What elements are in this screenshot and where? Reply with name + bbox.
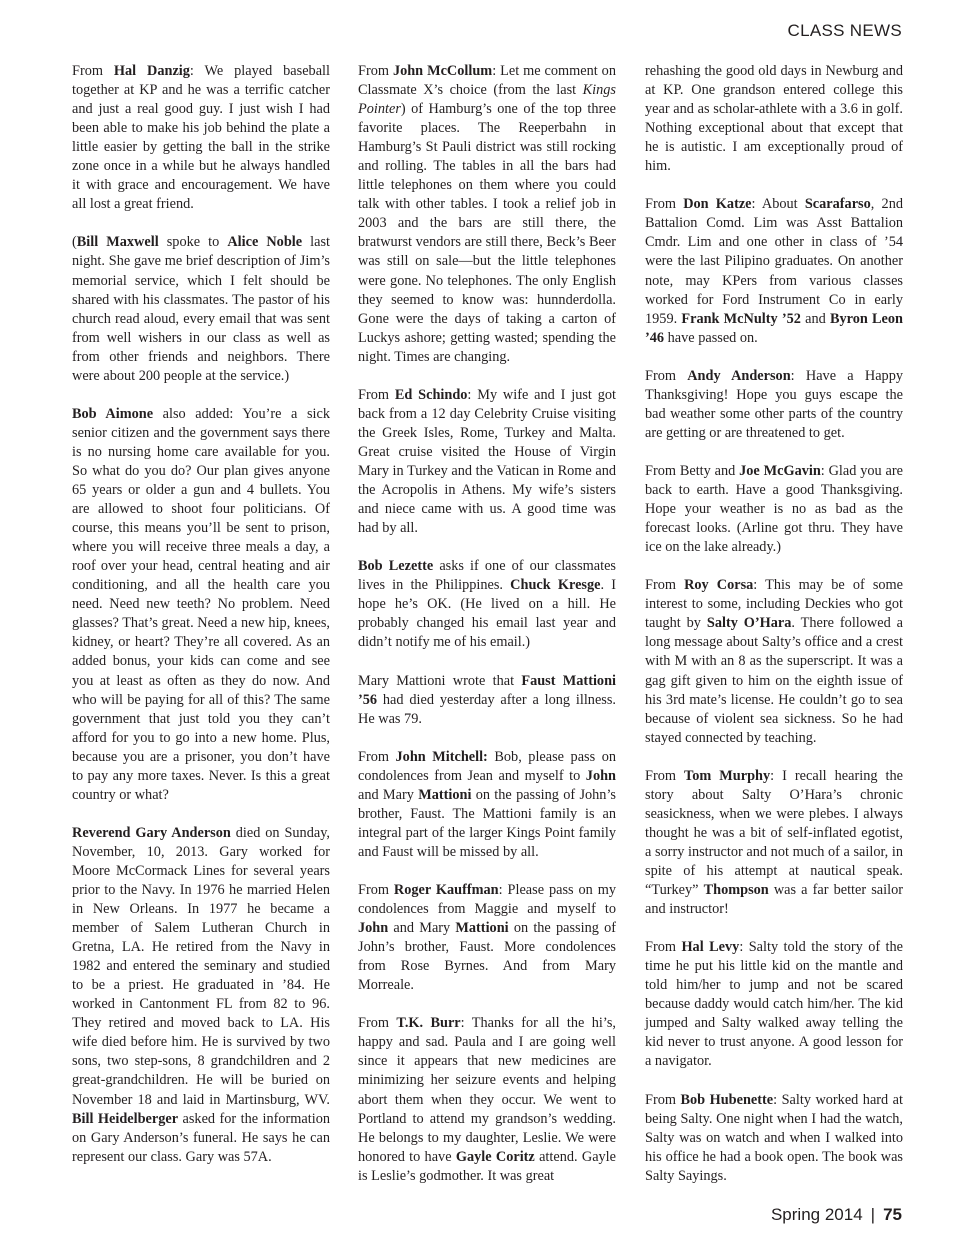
paragraph-text: had died yesterday after a long illness. He was 79. — [358, 691, 616, 727]
name-highlight: Hal Danzig — [113, 63, 190, 79]
issue-label: Spring 2014 — [770, 1205, 863, 1224]
paragraph-text: died on Sunday, November, 10, 2013. Gary worked for Moore McCormack Lines for several years prior to the Navy. In 1976 he married Helen in New Orleans. In 1977 he became a member of Salem Lutheran Church in Gretna, LA. He retired from the Navy in 1982 and entered the seminary and studied to be a priest. He graduated in ’84. He worked in Cantonment FL from 82 to 96. They retired and moved back to LA. His wife died before him. He is survived by two sons, two step-sons, 8 grandchildren and 2 great-grandchildren. He will be buried on November 18 and laid in Martinsburg, WV. — [72, 824, 330, 1108]
name-highlight: John Mitchell: — [395, 748, 488, 765]
name-highlight: Gayle Coritz — [455, 1148, 535, 1165]
paragraph-text: From — [645, 939, 682, 956]
section-label: CLASS NEWS — [787, 21, 902, 40]
paragraph-text: : Thanks for all the hi’s, happy and sad. Paula and I are going well since it appears that new medicines are minimizing her seizure events and helping abort them when they occur. We went to Portland to attend my grandson’s wedding. He belongs to my daughter, Leslie. We were honored to have — [358, 1015, 616, 1165]
paragraph-text: From — [358, 1015, 397, 1032]
paragraph-text: From — [72, 63, 114, 79]
news-paragraph — [645, 195, 903, 347]
news-paragraph — [358, 557, 616, 652]
paragraph-text: and Mary — [388, 920, 456, 937]
italic-title: Kings Pointer — [358, 82, 616, 118]
name-highlight: Roy Corsa — [684, 577, 754, 594]
paragraph-text: on the passing of John’s brother, Faust. The Mattioni family is an integral part of the larger Kings Point family and Faust will be missed by all. — [358, 786, 616, 860]
name-highlight: Joe McGavin — [739, 462, 821, 479]
name-highlight: Alice Noble — [227, 234, 303, 251]
name-highlight: Salty O’Hara — [706, 615, 792, 632]
paragraph-text: ( — [72, 234, 77, 251]
name-highlight: Hal Levy — [681, 939, 740, 956]
news-paragraph — [645, 367, 903, 443]
news-paragraph — [645, 62, 903, 176]
paragraph-text: : About — [751, 196, 805, 213]
news-paragraph — [645, 462, 903, 557]
paragraph-text: and Mary — [358, 786, 419, 803]
page-number: 75 — [883, 1205, 902, 1224]
name-highlight: Byron Leon ’46 — [645, 310, 903, 346]
footer-separator: | — [870, 1205, 876, 1224]
name-highlight: Bill Heidelberger — [72, 1110, 179, 1127]
name-highlight: Bill Maxwell — [76, 234, 159, 251]
name-highlight: Bob Lezette — [358, 558, 434, 575]
paragraph-text: : Please pass on my condolences from Maggie and myself to — [358, 882, 616, 918]
name-highlight: Don Katze — [683, 196, 752, 213]
paragraph-text: ) of Hamburg’s one of the top three favorite places. The Reeperbahn in Hamburg’s St Pauli district was still rocking and rolling. The tables in all the bars had little telephones on them where you could talk with other tables. I took a relief job in 2003 and the bars are still there, the bratwurst vendors are still there, Beck’s Beer was still on sale—but the little telephones were gone. No telephones. The only English they seemed to know was: hunnderdolla. Gone were the days of taking a carton of Luckys ashore; getting wasted; spending the night. Times are changing. — [358, 101, 616, 365]
paragraph-text: From — [358, 386, 395, 403]
name-highlight: Faust Mattioni ’56 — [358, 672, 616, 708]
paragraph-text: Mary Mattioni wrote that — [358, 672, 522, 689]
paragraph-text: : Salty told the story of the time he put his little kid on the mantle and told him/her to jump and not be scared because daddy would catch him/her. The kid jumped and Salty walked away telling the kid never to trust anyone. A good lesson for a navigator. — [645, 939, 904, 1070]
paragraph-text: From — [358, 63, 393, 79]
name-highlight: Roger Kauffman — [393, 882, 499, 899]
name-highlight: Bob Aimone — [72, 405, 154, 422]
name-highlight: John McCollum — [392, 63, 493, 79]
paragraph-text: From — [645, 367, 688, 384]
name-highlight: Chuck Kresge — [510, 577, 601, 594]
paragraph-text: Bob, please pass on condolences from Jean and myself to — [358, 748, 616, 784]
paragraph-text: : This may be of some interest to some, including Deckies who got taught by — [645, 577, 903, 632]
paragraph-text: have passed on. — [664, 329, 758, 346]
column-2 — [358, 62, 616, 1205]
column-3 — [645, 62, 903, 1205]
paragraph-text: From — [645, 196, 684, 213]
name-highlight: Andy Anderson — [687, 367, 791, 384]
paragraph-text: From — [358, 748, 396, 765]
name-highlight: Bob Hubenette — [680, 1091, 774, 1108]
column-1 — [72, 62, 330, 1186]
paragraph-text: From Betty and — [645, 462, 740, 479]
name-highlight: Ed Schindo — [394, 386, 468, 403]
name-highlight: Mattioni — [455, 920, 509, 937]
news-paragraph — [358, 672, 616, 729]
name-highlight: Thompson — [703, 882, 769, 899]
paragraph-text: From — [645, 767, 684, 784]
news-paragraph — [358, 62, 616, 367]
paragraph-text: : My wife and I just got back from a 12 day Celebrity Cruise visiting the Greek Isles, Rome, Turkey and Malta. Great cruise visited the House of Virgin Mary in Turkey and the Vatican in Rome and the Acropolis in Athens. My wife’s sisters and niece came with us. A good time was had by all. — [358, 386, 616, 537]
paragraph-text: : I recall hearing the story about Salty O’Hara’s chronic seasickness, when we were plebes. I always thought he was a bit of self-inflated egotist, a sorry instructor and not much of a sailor, in spite of his attempt at nautical speak. “Turkey” — [645, 767, 903, 899]
news-paragraph — [645, 767, 903, 919]
name-highlight: John — [358, 920, 389, 937]
paragraph-text: also added: You’re a sick senior citizen and the government says there is no nursing home care available for you. So what do you do? Our plan gives anyone 65 years or older a gun and 4 bullets. You are allowed to shoot four politicians. Of course, this means you’ll be sent to prison, where you will receive three meals a day, a roof over your head, central heating and air conditioning, and all the health care you need. Need new teeth? No problem. Need glasses? That’s great. Need a new hip, knees, kidney, or heart? They’re all covered. As an added bonus, your kids can come and see you at least as often as they do now. And who will be paying for all of this? The same government that just told you they can’t afford for you to go into a new home. Plus, because you are a prisoner, you don’t have to pay any more taxes. Never. Is this a great country or what? — [72, 405, 330, 803]
paragraph-text: asked for the information on Gary Anderson’s funeral. He says he can represent our class. Gary was 57A. — [72, 1110, 330, 1165]
paragraph-text: last night. She gave me brief description of Jim’s memorial service, which I felt should be shared with his classmates. The pastor of his church read aloud, every email that was sent from well wishers in our class as well as from other friends and neighbors. There were about 200 people at the service.) — [72, 234, 331, 384]
news-paragraph — [358, 1014, 616, 1185]
paragraph-text: on the passing of John’s brother, Faust. More condolences from Rose Byrnes. And from Mary Morreale. — [358, 920, 616, 994]
page-footer — [771, 1205, 902, 1225]
paragraph-text: : Have a Happy Thanksgiving! Hope you guys escape the bad weather some other parts of the country are getting or are threatened to get. — [645, 367, 903, 441]
news-paragraph — [72, 824, 330, 1167]
news-paragraph — [72, 233, 330, 385]
news-paragraph — [358, 748, 616, 862]
paragraph-text: : Salty worked hard at being Salty. One night when I had the watch, Salty was on watch and when I walked into his office he had a book open. The book was Salty Sayings. — [645, 1091, 903, 1184]
paragraph-text: , 2nd Battalion Comd. Lim was Asst Battalion Cmdr. Lim and one other in class of ’54 were the last Pilipino graduates. On another note, may KPers from various classes worked for Ford Instrument Co in early 1959. — [645, 196, 903, 327]
paragraph-text: and — [800, 310, 830, 327]
paragraph-text: attend. Gayle is Leslie’s godmother. It was great — [358, 1148, 617, 1184]
name-highlight: T.K. Burr — [396, 1015, 461, 1032]
news-paragraph — [645, 938, 903, 1071]
news-paragraph — [645, 576, 903, 747]
paragraph-text: From — [645, 1091, 681, 1108]
paragraph-text: : Let me comment on Classmate X’s choice (from the last — [358, 63, 616, 99]
news-paragraph — [72, 62, 330, 214]
name-highlight: Frank McNulty ’52 — [681, 310, 801, 327]
paragraph-text: . There followed a long message about Salty’s office and a crest with M with an 8 as the superscript. It was a gag gift given to him on the eighth issue of his 3rd mate’s license. He couldn’t go to sea because of violent sea sickness. So he had stayed connected by teaching. — [645, 615, 903, 746]
paragraph-text: . I hope he’s OK. (He lived on a hill. He probably changed his email last year and didn’t notify me of his email.) — [358, 577, 616, 651]
paragraph-text: spoke to — [158, 234, 228, 251]
paragraph-text: From — [645, 577, 685, 594]
paragraph-text: : We played baseball together at KP and he was a terrific catcher and just a real good guy. I just wish I had been able to make his job behind the plate a little easier by getting the ball in the strike zone once in a while but he always handled it with grace and encouragement. We have all lost a great friend. — [72, 63, 330, 213]
news-paragraph — [72, 405, 330, 805]
name-highlight: Tom Murphy — [684, 767, 771, 784]
paragraph-text: was a far better sailor and instructor! — [645, 882, 903, 918]
news-paragraph — [358, 881, 616, 995]
name-highlight: Scarafarso — [804, 196, 871, 213]
paragraph-text: asks if one of our classmates lives in the Philippines. — [358, 558, 616, 594]
paragraph-text: From — [358, 882, 394, 899]
paragraph-text: : Glad you are back to earth. Have a good Thanksgiving. Hope your weather is no as bad as the forecast looks. (Arline got thru. They have ice on the lake already.) — [645, 462, 903, 556]
news-paragraph — [358, 386, 616, 538]
name-highlight: Mattioni — [418, 786, 472, 803]
paragraph-text: rehashing the good old days in Newburg and at KP. One grandson entered college this year and as scholar-athlete with a 3.6 in golf. Nothing exceptional about that except that he is autistic. I am exceptionally proud of him. — [645, 63, 903, 175]
name-highlight: Reverend Gary Anderson — [72, 824, 231, 841]
news-paragraph — [645, 1091, 903, 1186]
name-highlight: John — [585, 767, 616, 784]
